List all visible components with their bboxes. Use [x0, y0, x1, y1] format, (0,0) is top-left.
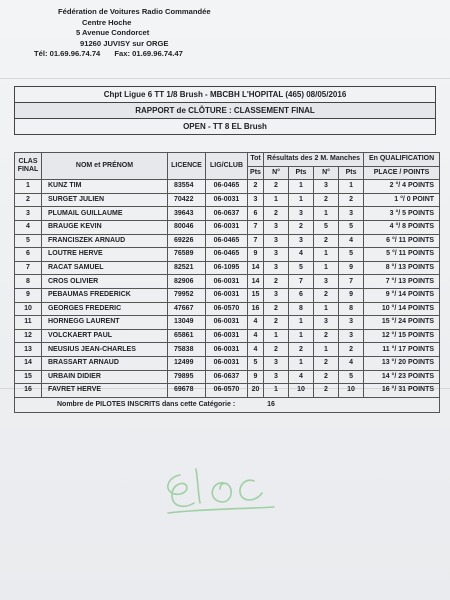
qualification-cell: 13 °/ 20 POINTS: [364, 356, 440, 370]
heat1-pts-cell: 3: [289, 207, 314, 221]
club-cell: 06-0031: [206, 356, 248, 370]
heat2-pts-cell: 10: [339, 384, 364, 398]
heat1-no-cell: 3: [264, 288, 289, 302]
club-cell: 06-0031: [206, 193, 248, 207]
heat2-no-cell: 1: [314, 302, 339, 316]
footer-count: 16: [267, 400, 275, 408]
name-cell: HORNEGG LAURENT: [42, 316, 168, 330]
licence-cell: 75838: [168, 343, 206, 357]
heat2-pts-cell: 3: [339, 207, 364, 221]
name-cell: FRANCISZEK ARNAUD: [42, 234, 168, 248]
col-club-header: LIG/CLUB: [206, 153, 248, 180]
signature-underline: [168, 507, 274, 513]
heat2-pts-cell: 3: [339, 329, 364, 343]
signature-stroke-o: [212, 483, 231, 502]
tot-cell: 15: [248, 288, 264, 302]
table-row: [15, 316, 440, 330]
rank-cell: 9: [15, 288, 42, 302]
licence-cell: 69226: [168, 234, 206, 248]
licence-cell: 82906: [168, 275, 206, 289]
name-cell: GEORGES FREDERIC: [42, 302, 168, 316]
letterhead-fax: Fax: 01.69.96.74.47: [114, 49, 183, 59]
letterhead-city: 91260 JUVISY sur ORGE: [80, 38, 169, 48]
heat2-pts-cell: 5: [339, 248, 364, 262]
col-name-header: NOM et PRÉNOM: [42, 153, 168, 180]
name-cell: PLUMAIL GUILLAUME: [42, 207, 168, 221]
heat2-pts-cell: 5: [339, 370, 364, 384]
rank-cell: 6: [15, 248, 42, 262]
qualification-cell: 16 °/ 31 POINTS: [364, 384, 440, 398]
results-body: [15, 180, 440, 398]
paper-fold: [0, 78, 450, 79]
table-row: [15, 302, 440, 316]
tot-cell: 4: [248, 343, 264, 357]
event-title: Chpt Ligue 6 TT 1/8 Brush - MBCBH L'HOPITAL (465) 08/05/2016: [15, 87, 435, 103]
rank-cell: 3: [15, 207, 42, 221]
heat1-pts-cell: 2: [289, 220, 314, 234]
heat2-no-cell: 3: [314, 275, 339, 289]
heat1-no-cell: 3: [264, 220, 289, 234]
col-licence-header: LICENCE: [168, 153, 206, 180]
heat2-pts-cell: 9: [339, 261, 364, 275]
club-cell: 06-0031: [206, 220, 248, 234]
name-cell: CROS OLIVIER: [42, 275, 168, 289]
heat1-pts-cell: 1: [289, 316, 314, 330]
qualification-cell: 4 °/ 8 POINTS: [364, 220, 440, 234]
heat1-no-cell: 1: [264, 193, 289, 207]
club-cell: 06-0465: [206, 180, 248, 194]
heat1-no-cell: 3: [264, 261, 289, 275]
name-cell: SURGET JULIEN: [42, 193, 168, 207]
qualification-cell: 7 °/ 13 POINTS: [364, 275, 440, 289]
rank-cell: 10: [15, 302, 42, 316]
signature-stroke-l: [196, 469, 200, 503]
signature-stroke-e: [168, 475, 194, 506]
heat2-no-cell: 2: [314, 370, 339, 384]
heat1-pts-cell: 7: [289, 275, 314, 289]
footer-cell: [15, 397, 440, 412]
handwritten-signature: [150, 455, 290, 525]
heat1-pts-cell: 1: [289, 180, 314, 194]
club-cell: 06-0570: [206, 302, 248, 316]
table-row: [15, 248, 440, 262]
tot-cell: 7: [248, 234, 264, 248]
tot-cell: 16: [248, 302, 264, 316]
tot-cell: 4: [248, 329, 264, 343]
heat1-pts-cell: 4: [289, 248, 314, 262]
heat1-pts-cell: 1: [289, 356, 314, 370]
col-rank-header: [15, 153, 42, 180]
letterhead-centre: Centre Hoche: [82, 17, 132, 27]
heat1-no-cell: 3: [264, 234, 289, 248]
licence-cell: 39643: [168, 207, 206, 221]
tot-cell: 9: [248, 248, 264, 262]
qualification-cell: 14 °/ 23 POINTS: [364, 370, 440, 384]
col-n2-header: N°: [314, 166, 339, 180]
rank-cell: 13: [15, 343, 42, 357]
heat2-pts-cell: 3: [339, 316, 364, 330]
footer-row: [15, 397, 440, 412]
heat1-no-cell: 2: [264, 180, 289, 194]
letterhead-contact: [34, 49, 254, 60]
heat2-no-cell: 3: [314, 316, 339, 330]
heat2-no-cell: 3: [314, 180, 339, 194]
licence-cell: 12499: [168, 356, 206, 370]
header-final: FINAL: [17, 166, 39, 174]
table-row: [15, 384, 440, 398]
heat2-no-cell: 2: [314, 288, 339, 302]
qualification-cell: 6 °/ 11 POINTS: [364, 234, 440, 248]
rank-cell: 14: [15, 356, 42, 370]
tot-cell: 2: [248, 180, 264, 194]
licence-cell: 65861: [168, 329, 206, 343]
report-title: RAPPORT de CLÔTURE : CLASSEMENT FINAL: [15, 103, 435, 119]
letterhead-org: Fédération de Voitures Radio Commandée: [58, 7, 211, 16]
heat2-pts-cell: 5: [339, 220, 364, 234]
heat2-pts-cell: 8: [339, 302, 364, 316]
col-p2-header: Pts: [339, 166, 364, 180]
name-cell: PEBAUMAS FREDERICK: [42, 288, 168, 302]
licence-cell: 13049: [168, 316, 206, 330]
name-cell: BRAUGE KEVIN: [42, 220, 168, 234]
rank-cell: 16: [15, 384, 42, 398]
name-cell: VOLCKAERT PAUL: [42, 329, 168, 343]
heat2-no-cell: 2: [314, 329, 339, 343]
name-cell: FAVRET HERVE: [42, 384, 168, 398]
table-row: [15, 220, 440, 234]
club-cell: 06-0031: [206, 316, 248, 330]
table-row: [15, 275, 440, 289]
licence-cell: 69678: [168, 384, 206, 398]
category-title: OPEN - TT 8 EL Brush: [183, 122, 267, 131]
heat1-pts-cell: 8: [289, 302, 314, 316]
col-n1-header: N°: [264, 166, 289, 180]
signature-strokes: [168, 469, 274, 513]
licence-cell: 83554: [168, 180, 206, 194]
signature-stroke-c: [240, 480, 262, 500]
heat1-pts-cell: 1: [289, 193, 314, 207]
qualification-cell: 12 °/ 15 POINTS: [364, 329, 440, 343]
heat1-no-cell: 2: [264, 207, 289, 221]
club-cell: 06-0031: [206, 343, 248, 357]
heat1-no-cell: 2: [264, 275, 289, 289]
table-row: [15, 207, 440, 221]
name-cell: NEUSIUS JEAN-CHARLES: [42, 343, 168, 357]
heat2-pts-cell: 1: [339, 180, 364, 194]
name-cell: BRASSART ARNAUD: [42, 356, 168, 370]
tot-cell: 5: [248, 356, 264, 370]
heat2-pts-cell: 7: [339, 275, 364, 289]
licence-cell: 79952: [168, 288, 206, 302]
heat1-pts-cell: 3: [289, 234, 314, 248]
name-cell: URBAIN DIDIER: [42, 370, 168, 384]
letterhead-phone: Tél: 01.69.96.74.74: [34, 49, 101, 59]
heat2-pts-cell: 9: [339, 288, 364, 302]
table-row: [15, 180, 440, 194]
table-row: [15, 370, 440, 384]
club-cell: 06-1095: [206, 261, 248, 275]
qualification-cell: 10 °/ 14 POINTS: [364, 302, 440, 316]
heat1-no-cell: 2: [264, 343, 289, 357]
rank-cell: 5: [15, 234, 42, 248]
heat1-no-cell: 2: [264, 316, 289, 330]
licence-cell: 82521: [168, 261, 206, 275]
rank-cell: 11: [15, 316, 42, 330]
tot-cell: 9: [248, 370, 264, 384]
tot-cell: 4: [248, 316, 264, 330]
tot-cell: 20: [248, 384, 264, 398]
heat2-no-cell: 1: [314, 248, 339, 262]
rank-cell: 7: [15, 261, 42, 275]
heat2-no-cell: 2: [314, 356, 339, 370]
tot-cell: 3: [248, 193, 264, 207]
table-header-row: [15, 153, 440, 167]
heat2-no-cell: 2: [314, 193, 339, 207]
header-clas: CLAS: [18, 158, 38, 166]
heat1-pts-cell: 4: [289, 370, 314, 384]
col-place-header: PLACE / POINTS: [364, 166, 440, 180]
report-header: [14, 86, 436, 135]
heat1-no-cell: 3: [264, 356, 289, 370]
table-row: [15, 234, 440, 248]
qualification-cell: 1 °/ 0 POINT: [364, 193, 440, 207]
heat2-pts-cell: 4: [339, 234, 364, 248]
table-row: [15, 343, 440, 357]
col-pts-header: Pts: [248, 166, 264, 180]
rank-cell: 12: [15, 329, 42, 343]
heat1-no-cell: 1: [264, 384, 289, 398]
heat1-pts-cell: 1: [289, 329, 314, 343]
club-cell: 06-0031: [206, 288, 248, 302]
heat1-no-cell: 3: [264, 248, 289, 262]
rank-cell: 4: [15, 220, 42, 234]
heat2-no-cell: 5: [314, 220, 339, 234]
heat2-no-cell: 2: [314, 384, 339, 398]
qualification-cell: 3 °/ 5 POINTS: [364, 207, 440, 221]
qualification-cell: 8 °/ 13 POINTS: [364, 261, 440, 275]
col-qual-header: En QUALIFICATION: [364, 153, 440, 167]
tot-cell: 14: [248, 261, 264, 275]
licence-cell: 76589: [168, 248, 206, 262]
letterhead: [34, 7, 254, 60]
col-p1-header: Pts: [289, 166, 314, 180]
heat1-no-cell: 1: [264, 329, 289, 343]
club-cell: 06-0570: [206, 384, 248, 398]
club-cell: 06-0031: [206, 329, 248, 343]
heat2-no-cell: 1: [314, 261, 339, 275]
rank-cell: 15: [15, 370, 42, 384]
qualification-cell: 5 °/ 11 POINTS: [364, 248, 440, 262]
licence-cell: 80046: [168, 220, 206, 234]
table-row: [15, 329, 440, 343]
name-cell: KUNZ TIM: [42, 180, 168, 194]
table-row: [15, 193, 440, 207]
table-row: [15, 356, 440, 370]
club-cell: 06-0031: [206, 275, 248, 289]
heat2-pts-cell: 2: [339, 193, 364, 207]
heat2-pts-cell: 2: [339, 343, 364, 357]
rank-cell: 2: [15, 193, 42, 207]
table-row: [15, 288, 440, 302]
letterhead-street: 5 Avenue Condorcet: [76, 28, 150, 38]
rank-cell: 8: [15, 275, 42, 289]
table-row: [15, 261, 440, 275]
heat1-pts-cell: 5: [289, 261, 314, 275]
results-table: [14, 152, 440, 413]
tot-cell: 6: [248, 207, 264, 221]
footer-label: Nombre de PILOTES INSCRITS dans cette Catégorie :: [57, 400, 236, 408]
heat2-no-cell: 2: [314, 234, 339, 248]
club-cell: 06-0637: [206, 207, 248, 221]
club-cell: 06-0465: [206, 248, 248, 262]
heat1-pts-cell: 2: [289, 343, 314, 357]
rank-cell: 1: [15, 180, 42, 194]
heat2-no-cell: 1: [314, 207, 339, 221]
qualification-cell: 2 °/ 4 POINTS: [364, 180, 440, 194]
qualification-cell: 11 °/ 17 POINTS: [364, 343, 440, 357]
heat1-no-cell: 3: [264, 370, 289, 384]
heat2-no-cell: 1: [314, 343, 339, 357]
col-results-header: Résultats des 2 M. Manches: [264, 153, 364, 167]
heat1-no-cell: 2: [264, 302, 289, 316]
qualification-cell: 15 °/ 24 POINTS: [364, 316, 440, 330]
tot-cell: 14: [248, 275, 264, 289]
qualification-cell: 9 °/ 14 POINTS: [364, 288, 440, 302]
tot-cell: 7: [248, 220, 264, 234]
name-cell: LOUTRE HERVE: [42, 248, 168, 262]
name-cell: RACAT SAMUEL: [42, 261, 168, 275]
licence-cell: 47667: [168, 302, 206, 316]
club-cell: 06-0637: [206, 370, 248, 384]
licence-cell: 79895: [168, 370, 206, 384]
heat2-pts-cell: 4: [339, 356, 364, 370]
col-tot-header: Tot: [248, 153, 264, 167]
club-cell: 06-0465: [206, 234, 248, 248]
heat1-pts-cell: 10: [289, 384, 314, 398]
licence-cell: 70422: [168, 193, 206, 207]
heat1-pts-cell: 6: [289, 288, 314, 302]
